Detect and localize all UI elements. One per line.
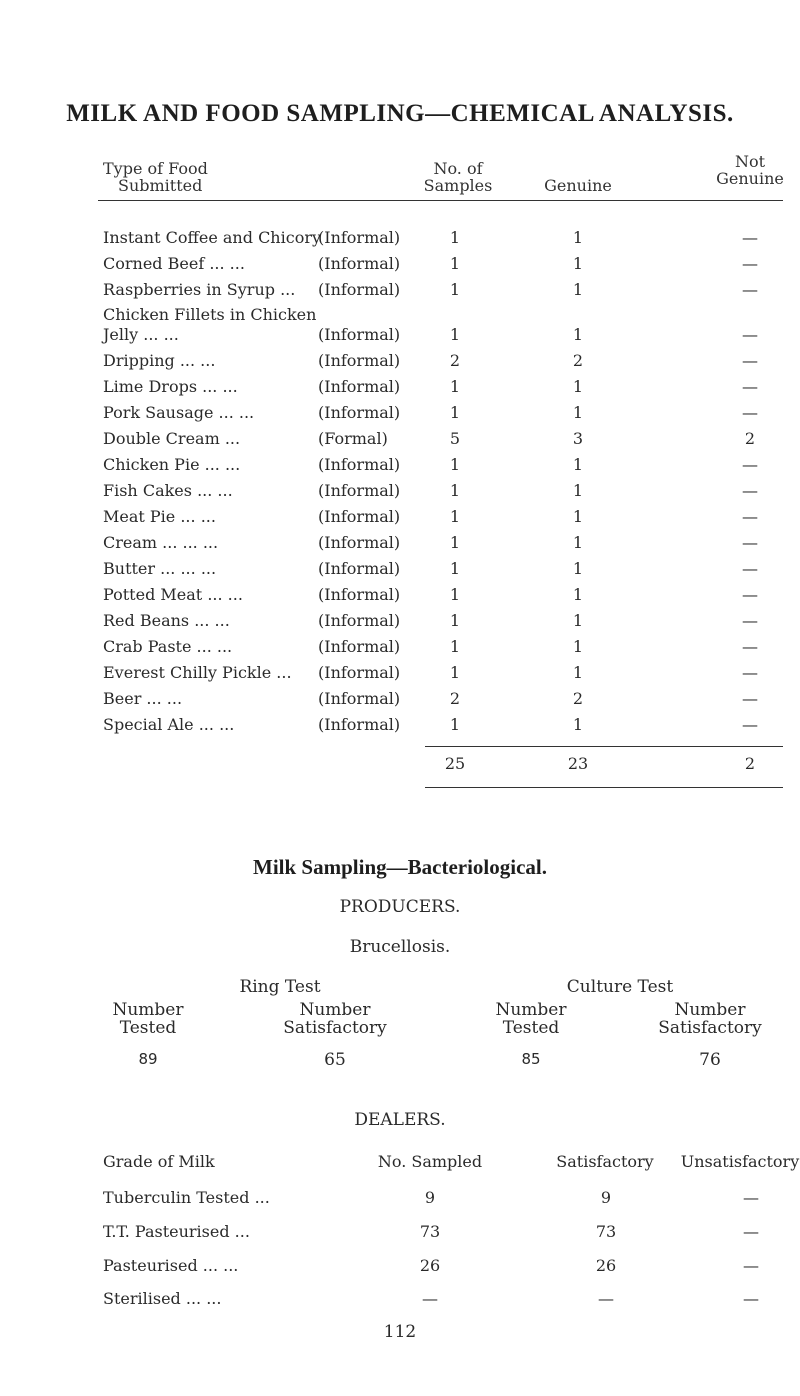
food-name-line1: Chicken Fillets in Chicken — [103, 305, 317, 324]
sample-type: (Informal) — [318, 637, 401, 656]
sampled-value: 73 — [419, 1222, 441, 1241]
grade-name: T.T. Pasteurised ... — [103, 1222, 250, 1241]
sample-type: (Informal) — [318, 325, 401, 344]
genuine-count: 1 — [572, 637, 584, 656]
col-number-tested-ring-line2: Tested — [119, 1018, 177, 1038]
food-name: Fish Cakes ... ... — [103, 481, 233, 500]
totals-bottom-rule — [425, 787, 783, 788]
food-name: Special Ale ... ... — [103, 715, 235, 734]
genuine-count: 1 — [572, 611, 584, 630]
table-row — [0, 325, 800, 351]
sample-type: (Informal) — [318, 533, 401, 552]
food-name: Dripping ... ... — [103, 351, 216, 370]
sample-type: (Informal) — [318, 689, 401, 708]
samples-count: 1 — [449, 254, 461, 273]
dealers-row — [0, 1188, 800, 1214]
sampled-value: 9 — [424, 1188, 436, 1207]
sample-type: (Formal) — [318, 429, 388, 448]
samples-count: 1 — [449, 377, 461, 396]
sample-type: (Informal) — [318, 715, 401, 734]
food-name: Lime Drops ... ... — [103, 377, 238, 396]
table-row — [0, 559, 800, 585]
satisfactory-value: 9 — [600, 1188, 612, 1207]
not-genuine-count: — — [742, 228, 758, 247]
samples-count: 1 — [449, 663, 461, 682]
dealers-row — [0, 1289, 800, 1315]
col-number-tested-culture-line2: Tested — [502, 1018, 560, 1038]
food-name: Jelly ... ... — [103, 325, 179, 344]
unsatisfactory-value: — — [743, 1222, 759, 1241]
ring-test-heading: Ring Test — [239, 977, 321, 997]
genuine-count: 1 — [572, 507, 584, 526]
page-title: MILK AND FOOD SAMPLING—CHEMICAL ANALYSIS. — [66, 100, 734, 127]
unsatisfactory-value: — — [743, 1256, 759, 1275]
genuine-count: 1 — [572, 280, 584, 299]
sampled-value: 26 — [419, 1256, 441, 1275]
total-samples: 25 — [444, 754, 466, 773]
sample-type: (Informal) — [318, 507, 401, 526]
table-row — [0, 481, 800, 507]
col-number-tested-ring-line1: Number — [112, 1000, 184, 1020]
header-sampled: No. Sampled — [377, 1152, 483, 1171]
genuine-count: 1 — [572, 377, 584, 396]
genuine-count: 1 — [572, 325, 584, 344]
table-row — [0, 585, 800, 611]
sample-type: (Informal) — [318, 481, 401, 500]
satisfactory-value: 26 — [595, 1256, 617, 1275]
food-name: Butter ... ... ... — [103, 559, 217, 578]
unsatisfactory-value: — — [743, 1289, 759, 1308]
genuine-count: 1 — [572, 559, 584, 578]
header-satisfactory: Satisfactory — [556, 1152, 654, 1171]
table-row — [0, 533, 800, 559]
samples-count: 1 — [449, 455, 461, 474]
not-genuine-count: — — [742, 611, 758, 630]
food-name: Crab Paste ... ... — [103, 637, 233, 656]
food-name: Beer ... ... — [103, 689, 183, 708]
sample-type: (Informal) — [318, 280, 401, 299]
table-row — [0, 637, 800, 663]
not-genuine-count: — — [742, 715, 758, 734]
food-name: Meat Pie ... ... — [103, 507, 216, 526]
food-name: Double Cream ... — [103, 429, 241, 448]
genuine-count: 1 — [572, 481, 584, 500]
food-name: Red Beans ... ... — [103, 611, 230, 630]
table-row — [0, 228, 800, 254]
samples-count: 1 — [449, 715, 461, 734]
header-not-line1: Not — [734, 152, 766, 171]
genuine-count: 1 — [572, 663, 584, 682]
not-genuine-count: — — [742, 533, 758, 552]
value-culture-tested: 85 — [521, 1050, 541, 1068]
samples-count: 1 — [449, 325, 461, 344]
genuine-count: 3 — [572, 429, 584, 448]
genuine-count: 1 — [572, 585, 584, 604]
dealers-row — [0, 1256, 800, 1282]
brucellosis-heading: Brucellosis. — [349, 937, 451, 957]
value-ring-tested: 89 — [138, 1050, 158, 1068]
genuine-count: 1 — [572, 455, 584, 474]
food-name: Everest Chilly Pickle ... — [103, 663, 292, 682]
table-row — [0, 280, 800, 306]
header-rule — [98, 200, 783, 201]
not-genuine-count: — — [742, 280, 758, 299]
dealers-header-row — [0, 1152, 800, 1178]
header-type-line1: Type of Food — [103, 159, 208, 178]
table-row — [0, 507, 800, 533]
header-unsatisfactory: Unsatisfactory — [680, 1152, 800, 1171]
genuine-count: 1 — [572, 715, 584, 734]
dealers-row — [0, 1222, 800, 1248]
page-number: 112 — [383, 1322, 417, 1342]
table-row — [0, 351, 800, 377]
food-name: Corned Beef ... ... — [103, 254, 245, 273]
not-genuine-count: — — [742, 325, 758, 344]
not-genuine-count: — — [742, 585, 758, 604]
not-genuine-count: — — [742, 403, 758, 422]
samples-count: 1 — [449, 481, 461, 500]
food-name: Raspberries in Syrup ... — [103, 280, 296, 299]
header-type-line2: Submitted — [118, 176, 203, 195]
dealers-heading: DEALERS. — [354, 1110, 446, 1130]
header-num-line2: Samples — [423, 176, 493, 195]
sample-type: (Informal) — [318, 377, 401, 396]
food-name: Chicken Pie ... ... — [103, 455, 241, 474]
unsatisfactory-value: — — [743, 1188, 759, 1207]
value-culture-satisfactory: 76 — [699, 1050, 721, 1070]
not-genuine-count: — — [742, 507, 758, 526]
not-genuine-count: — — [742, 254, 758, 273]
sample-type: (Informal) — [318, 663, 401, 682]
genuine-count: 1 — [572, 254, 584, 273]
sample-type: (Informal) — [318, 254, 401, 273]
table-row — [0, 715, 800, 741]
not-genuine-count: — — [742, 351, 758, 370]
genuine-count: 1 — [572, 533, 584, 552]
not-genuine-count: — — [742, 481, 758, 500]
not-genuine-count: — — [742, 689, 758, 708]
sample-type: (Informal) — [318, 455, 401, 474]
header-genuine: Genuine — [544, 176, 612, 195]
samples-count: 1 — [449, 533, 461, 552]
not-genuine-count: — — [742, 377, 758, 396]
grade-name: Pasteurised ... ... — [103, 1256, 239, 1275]
section-heading-bacteriological: Milk Sampling—Bacteriological. — [253, 855, 547, 879]
header-grade: Grade of Milk — [103, 1152, 215, 1171]
table-row — [0, 689, 800, 715]
not-genuine-count: — — [742, 559, 758, 578]
table-row — [0, 429, 800, 455]
food-name: Cream ... ... ... — [103, 533, 219, 552]
sample-type: (Informal) — [318, 559, 401, 578]
total-genuine: 23 — [567, 754, 589, 773]
genuine-count: 2 — [572, 689, 584, 708]
col-number-satisfactory-culture-line2: Satisfactory — [658, 1018, 762, 1038]
sampled-value: — — [422, 1289, 438, 1308]
samples-count: 1 — [449, 280, 461, 299]
food-name: Pork Sausage ... ... — [103, 403, 255, 422]
grade-name: Tuberculin Tested ... — [103, 1188, 270, 1207]
col-number-satisfactory-ring-line2: Satisfactory — [283, 1018, 387, 1038]
not-genuine-count: — — [742, 455, 758, 474]
sample-type: (Informal) — [318, 228, 401, 247]
col-number-satisfactory-culture-line1: Number — [674, 1000, 746, 1020]
not-genuine-count: — — [742, 663, 758, 682]
producers-heading: PRODUCERS. — [339, 897, 461, 917]
culture-test-heading: Culture Test — [566, 977, 674, 997]
sample-type: (Informal) — [318, 403, 401, 422]
sample-type: (Informal) — [318, 585, 401, 604]
header-not-line2: Genuine — [716, 169, 784, 188]
genuine-count: 1 — [572, 403, 584, 422]
not-genuine-count: 2 — [744, 429, 756, 448]
table-row — [0, 254, 800, 280]
food-name: Potted Meat ... ... — [103, 585, 243, 604]
table-row — [0, 455, 800, 481]
food-name: Instant Coffee and Chicory — [103, 228, 322, 247]
samples-count: 2 — [449, 351, 461, 370]
samples-count: 2 — [449, 689, 461, 708]
totals-row — [0, 754, 800, 780]
grade-name: Sterilised ... ... — [103, 1289, 222, 1308]
col-number-tested-culture-line1: Number — [495, 1000, 567, 1020]
value-ring-satisfactory: 65 — [324, 1050, 346, 1070]
table-row — [0, 377, 800, 403]
satisfactory-value: — — [598, 1289, 614, 1308]
sample-type: (Informal) — [318, 611, 401, 630]
header-num-line1: No. of — [433, 159, 483, 178]
genuine-count: 1 — [572, 228, 584, 247]
samples-count: 1 — [449, 637, 461, 656]
table-row — [0, 403, 800, 429]
table-row — [0, 611, 800, 637]
samples-count: 1 — [449, 559, 461, 578]
not-genuine-count: — — [742, 637, 758, 656]
samples-count: 1 — [449, 585, 461, 604]
genuine-count: 2 — [572, 351, 584, 370]
samples-count: 5 — [449, 429, 461, 448]
satisfactory-value: 73 — [595, 1222, 617, 1241]
samples-count: 1 — [449, 403, 461, 422]
sample-type: (Informal) — [318, 351, 401, 370]
total-not-genuine: 2 — [744, 754, 756, 773]
samples-count: 1 — [449, 611, 461, 630]
samples-count: 1 — [449, 507, 461, 526]
totals-top-rule — [425, 746, 783, 747]
samples-count: 1 — [449, 228, 461, 247]
table-row — [0, 663, 800, 689]
col-number-satisfactory-ring-line1: Number — [299, 1000, 371, 1020]
